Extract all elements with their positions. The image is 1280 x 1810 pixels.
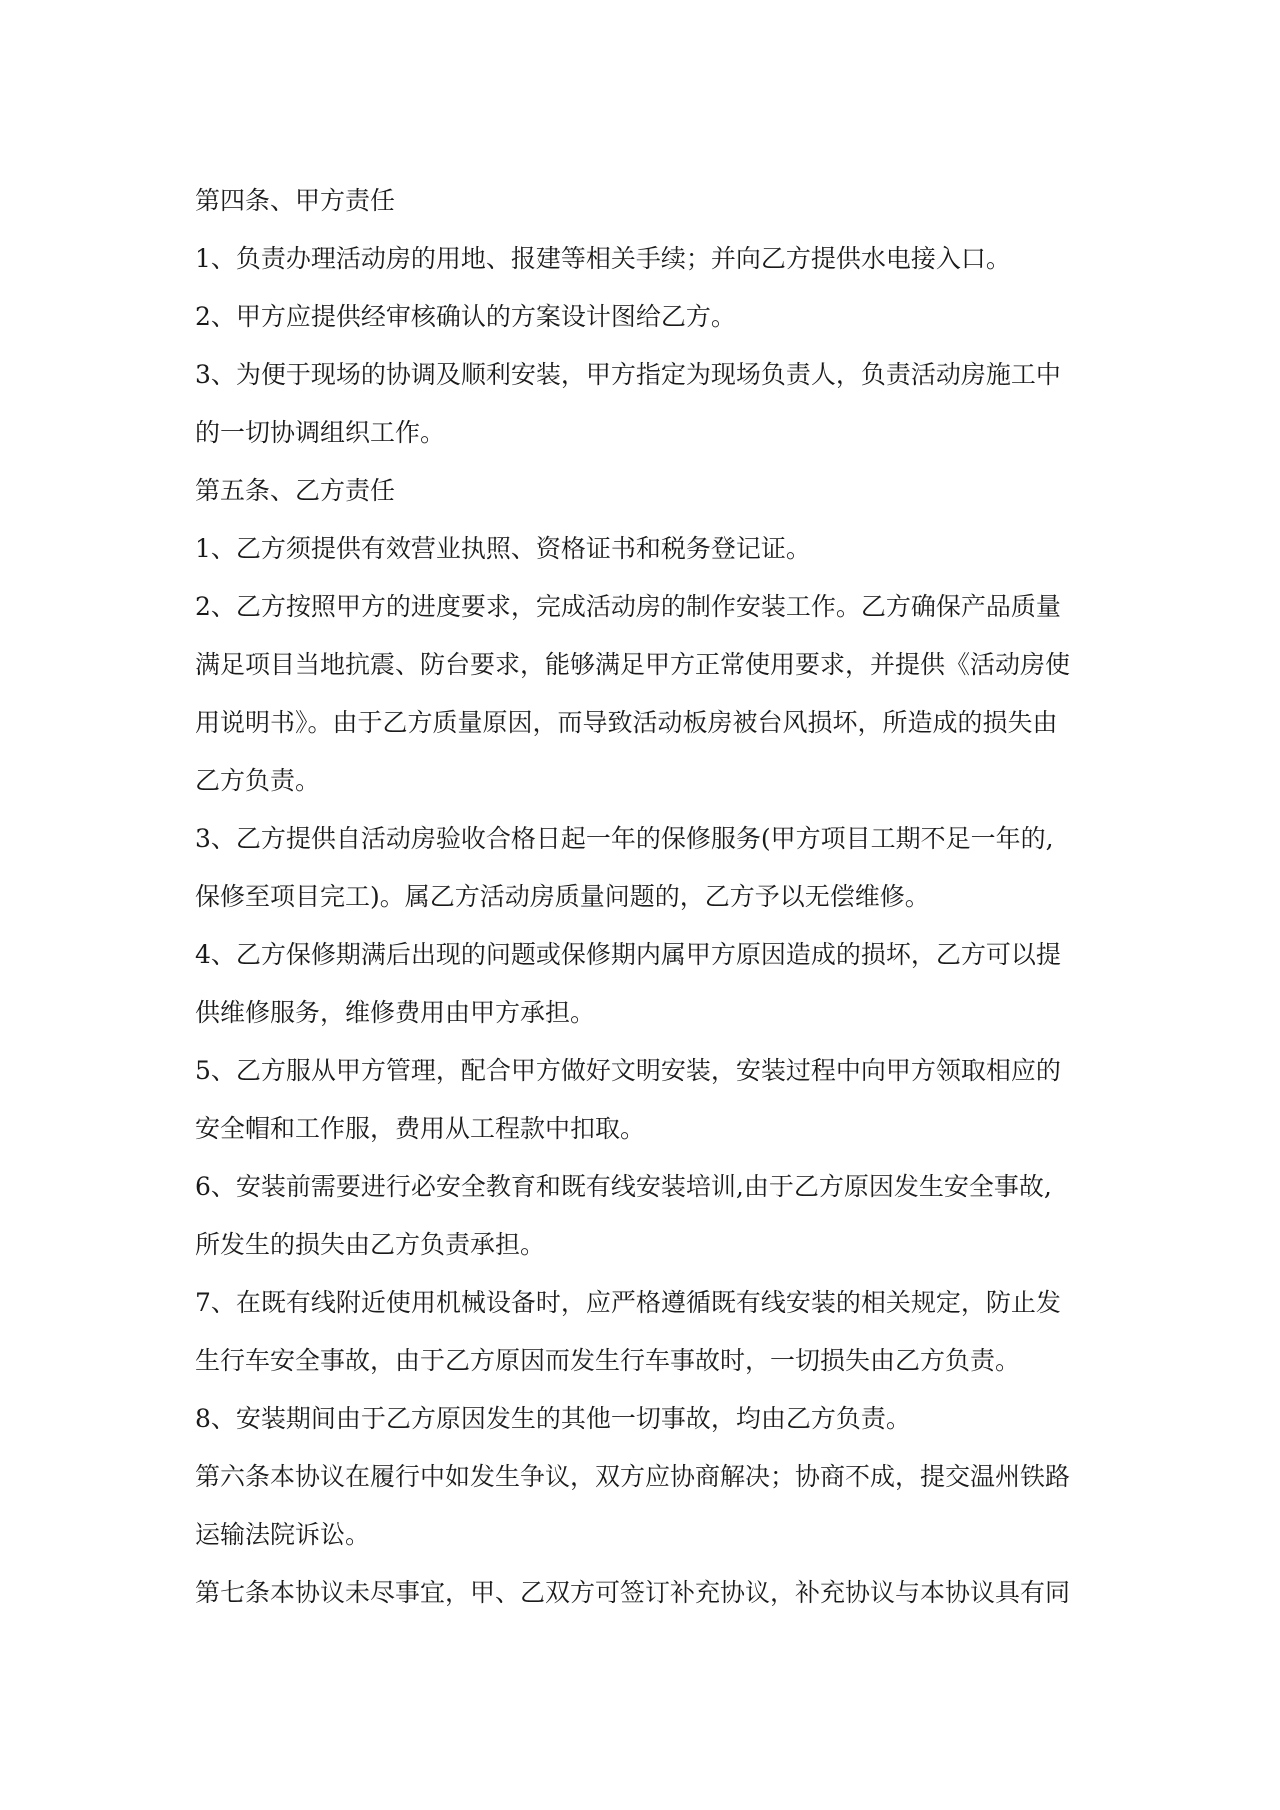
article-6-text: 第六条本协议在履行中如发生争议，双方应协商解决；协商不成，提交温州铁路: [195, 1462, 1071, 1491]
article-5-clause-3-cont: 保修至项目完工)。属乙方活动房质量问题的，乙方予以无偿维修。: [195, 882, 930, 911]
article-5-heading: 第五条、乙方责任: [195, 476, 396, 505]
contract-text: [195, 172, 1095, 1622]
article-5-clause-2-cont: 乙方负责。: [195, 766, 321, 795]
article-4-clause-3-cont: 的一切协调组织工作。: [195, 418, 446, 447]
article-5-clause-8: 8、安装期间由于乙方原因发生的其他一切事故，均由乙方负责。: [195, 1404, 911, 1433]
article-5-clause-7: 7、在既有线附近使用机械设备时，应严格遵循既有线安装的相关规定，防止发: [195, 1288, 1061, 1317]
article-6-text-cont: 运输法院诉讼。: [195, 1520, 371, 1549]
article-5-clause-4-cont: 供维修服务，维修费用由甲方承担。: [195, 998, 596, 1027]
article-5-clause-2: 2、乙方按照甲方的进度要求，完成活动房的制作安装工作。乙方确保产品质量: [195, 592, 1061, 621]
article-5-clause-2-cont: 用说明书》。由于乙方质量原因，而导致活动板房被台风损坏，所造成的损失由: [195, 708, 1058, 737]
article-5-clause-1: 1、乙方须提供有效营业执照、资格证书和税务登记证。: [195, 534, 811, 563]
article-5-clause-6-cont: 所发生的损失由乙方负责承担。: [195, 1230, 546, 1259]
article-7-text: 第七条本协议未尽事宜，甲、乙双方可签订补充协议，补充协议与本协议具有同: [195, 1578, 1071, 1607]
article-5-clause-5: 5、乙方服从甲方管理，配合甲方做好文明安装，安装过程中向甲方领取相应的: [195, 1056, 1061, 1085]
article-5-clause-4: 4、乙方保修期满后出现的问题或保修期内属甲方原因造成的损坏，乙方可以提: [195, 940, 1061, 969]
article-4-clause-2: 2、甲方应提供经审核确认的方案设计图给乙方。: [195, 302, 736, 331]
article-5-clause-3: 3、乙方提供自活动房验收合格日起一年的保修服务(甲方项目工期不足一年的,: [195, 824, 1054, 853]
article-5-clause-2-cont: 满足项目当地抗震、防台要求，能够满足甲方正常使用要求，并提供《活动房使: [195, 650, 1071, 679]
article-5-clause-6: 6、安装前需要进行必安全教育和既有线安装培训,由于乙方原因发生安全事故,: [195, 1172, 1052, 1201]
article-4-heading: 第四条、甲方责任: [195, 186, 396, 215]
article-4-clause-3: 3、为便于现场的协调及顺利安装，甲方指定为现场负责人，负责活动房施工中: [195, 360, 1061, 389]
article-5-clause-5-cont: 安全帽和工作服，费用从工程款中扣取。: [195, 1114, 646, 1143]
article-4-clause-1: 1、负责办理活动房的用地、报建等相关手续；并向乙方提供水电接入口。: [195, 244, 1011, 273]
article-5-clause-7-cont: 生行车安全事故，由于乙方原因而发生行车事故时，一切损失由乙方负责。: [195, 1346, 1021, 1375]
